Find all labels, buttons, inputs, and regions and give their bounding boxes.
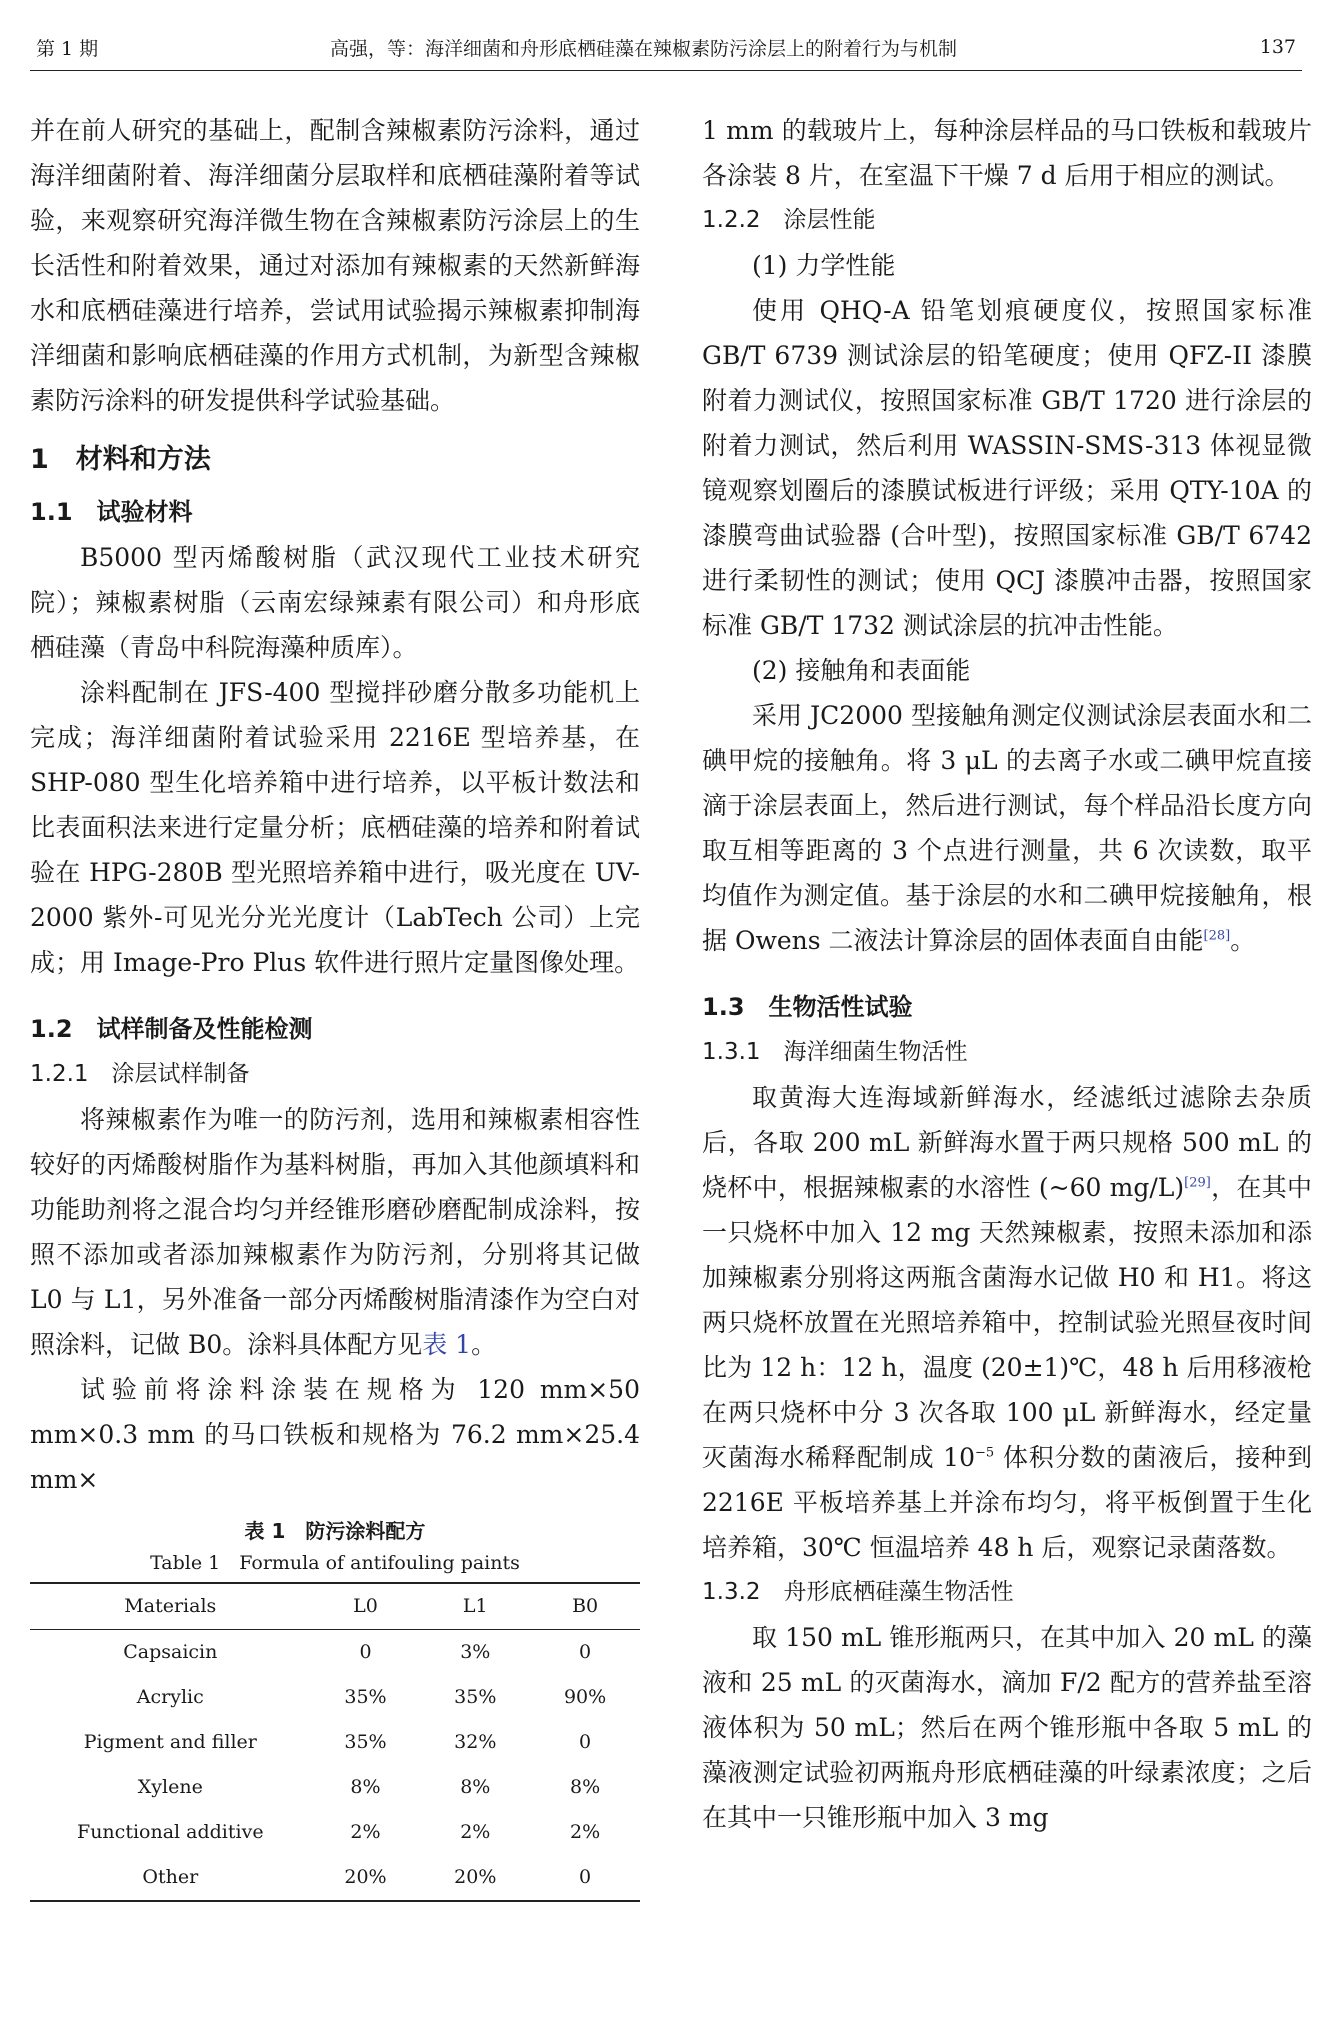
section-1-3-1-heading: 1.3.1 海洋细菌生物活性 [702, 1039, 968, 1065]
table-row [30, 1855, 640, 1901]
section-1-2-heading: 1.2 试样制备及性能检测 [30, 1015, 313, 1043]
formula-table [30, 1582, 640, 1902]
cell-b0: 0 [579, 1866, 592, 1888]
mechanical-paragraph: 使用 QHQ-A 铅笔划痕硬度仪，按照国家标准 GB/T 6739 测试涂层的铅笔硬度；使用 QFZ-II 漆膜附着力测试仪，按照国家标准 GB/T 1720 进行涂层的附着力测试，然后利用 WASSIN-SMS-313 体视显微镜观察划圈后的漆膜试板进行评级；采用 QTY-10A 的漆膜弯曲试验器 (合叶型)，按照国家标准 GB/T 6742 进行柔韧性的测试；使用 QCJ 漆膜冲击器，按照国家标准 GB/T 1732 测试涂层的抗冲击性能。 [702, 296, 1312, 640]
cell-l1: 20% [454, 1866, 497, 1888]
header-materials: Materials [124, 1595, 217, 1617]
cell-l1: 3% [460, 1641, 491, 1663]
cell-l0: 20% [344, 1866, 387, 1888]
cell-b0: 8% [570, 1776, 601, 1798]
section-1-1-heading: 1.1 试验材料 [30, 498, 193, 526]
header-l1: L1 [462, 1595, 488, 1617]
contact-angle-paragraph [702, 693, 1312, 963]
header-l0: L0 [353, 1595, 378, 1617]
running-title: 高强，等：海洋细菌和舟形底栖硅藻在辣椒素防污涂层上的附着行为与机制 [330, 38, 958, 60]
table-header-row [30, 1583, 640, 1630]
cell-l0: 35% [344, 1686, 387, 1708]
right-column [702, 108, 1312, 1840]
table-caption-en: Table 1 Formula of antifouling paints [150, 1552, 520, 1574]
table-1-link[interactable]: 表 1 [422, 1330, 472, 1359]
cell-l0: 35% [344, 1731, 387, 1753]
coating-continued-paragraph: 1 mm 的载玻片上，每种涂层样品的马口铁板和载玻片各涂装 8 片，在室温下干燥 7 d 后用于相应的测试。 [702, 116, 1312, 190]
table-row [30, 1810, 640, 1855]
contact-angle-subheading: (2) 接触角和表面能 [752, 656, 971, 685]
row-material: Acrylic [136, 1686, 204, 1708]
equipment-paragraph: 涂料配制在 JFS-400 型搅拌砂磨分散多功能机上完成；海洋细菌附着试验采用 2216E 型培养基，在 SHP-080 型生化培养箱中进行培养，以平板计数法和比表面积法来进行定量分析；底栖硅藻的培养和附着试验在 HPG-280B 型光照培养箱中进行，吸光度在 UV-2000 紫外-可见光分光光度计（LabTech 公司）上完成；用 Image-Pro Plus 软件进行照片定量图像处理。 [30, 678, 640, 977]
row-material: Capsaicin [123, 1641, 218, 1663]
bacteria-text-1: 取黄海大连海域新鲜海水，经滤纸过滤除去杂质后，各取 200 mL 新鲜海水置于两只规格 500 mL 的烧杯中，根据辣椒素的水溶性 (~60 mg/L) [702, 1083, 1312, 1202]
cell-b0: 90% [563, 1686, 607, 1708]
contact-angle-end: 。 [1230, 926, 1256, 955]
row-material: Functional additive [77, 1821, 264, 1843]
left-column [30, 108, 640, 1902]
section-1-3-heading: 1.3 生物活性试验 [702, 993, 913, 1021]
materials-paragraph: B5000 型丙烯酸树脂（武汉现代工业技术研究院）；辣椒素树脂（云南宏绿辣素有限公司）和舟形底栖硅藻（青岛中科院海藻种质库）。 [30, 543, 640, 662]
row-material: Other [142, 1866, 199, 1888]
preparation-end: 。 [471, 1330, 497, 1359]
reference-29[interactable]: [29] [1184, 1175, 1211, 1191]
diatom-paragraph: 取 150 mL 锥形瓶两只，在其中加入 20 mL 的藻液和 25 mL 的灭菌海水，滴加 F/2 配方的营养盐至溶液体积为 50 mL；然后在两个锥形瓶中各取 5 mL 的藻液测定试验初两瓶舟形底栖硅藻的叶绿素浓度；之后在其中一只锥形瓶中加入 3 mg [702, 1623, 1312, 1832]
bacteria-text-2: ，在其中一只烧杯中加入 12 mg 天然辣椒素，按照未添加和添加辣椒素分别将这两瓶含菌海水记做 H0 和 H1。将这两只烧杯放置在光照培养箱中，控制试验光照昼夜时间比为 12 h：12 h，温度 (20±1)℃，48 h 后用移液枪在两只烧杯中分 3 次各取 100 μL 新鲜海水，经定量灭菌海水稀释配制成 10 [702, 1173, 1312, 1472]
cell-b0: 0 [579, 1731, 592, 1753]
cell-l1: 35% [454, 1686, 497, 1708]
cell-l0: 8% [350, 1776, 381, 1798]
preparation-paragraph [30, 1097, 640, 1367]
table-1 [30, 1514, 640, 1902]
page-number: 137 [1259, 36, 1296, 58]
section-1-2-2-heading: 1.2.2 涂层性能 [702, 207, 876, 233]
cell-b0: 2% [570, 1821, 601, 1843]
table-row [30, 1675, 640, 1720]
table-caption-cn: 表 1 防污涂料配方 [244, 1519, 426, 1543]
coating-paragraph: 试验前将涂料涂装在规格为 120 mm×50 mm×0.3 mm 的马口铁板和规格为 76.2 mm×25.4 mm× [30, 1375, 640, 1494]
reference-28[interactable]: [28] [1203, 928, 1231, 944]
cell-l1: 8% [460, 1776, 491, 1798]
cell-l1: 32% [454, 1731, 497, 1753]
table-row [30, 1630, 640, 1676]
row-material: Xylene [137, 1776, 203, 1798]
running-header [30, 30, 1302, 71]
preparation-text: 将辣椒素作为唯一的防污剂，选用和辣椒素相容性较好的丙烯酸树脂作为基料树脂，再加入其他颜填料和功能助剂将之混合均匀并经锥形磨砂磨配制成涂料，按照不添加或者添加辣椒素作为防污剂，分别将其记做 L0 与 L1，另外准备一部分丙烯酸树脂清漆作为空白对照涂料，记做 B0。涂料具体配方见 [30, 1105, 640, 1359]
cell-l0: 2% [350, 1821, 381, 1843]
cell-b0: 0 [579, 1641, 592, 1663]
section-1-heading: 1 材料和方法 [30, 444, 211, 475]
section-1-3-2-heading: 1.3.2 舟形底栖硅藻生物活性 [702, 1579, 1014, 1605]
bacteria-text-3: 体积分数的菌液后，接种到 2216E 平板培养基上并涂布均匀，将平板倒置于生化培养箱，30℃ 恒温培养 48 h 后，观察记录菌落数。 [702, 1443, 1312, 1562]
table-row [30, 1720, 640, 1765]
section-1-2-1-heading: 1.2.1 涂层试样制备 [30, 1061, 250, 1087]
intro-paragraph: 并在前人研究的基础上，配制含辣椒素防污涂料，通过海洋细菌附着、海洋细菌分层取样和底栖硅藻附着等试验，来观察研究海洋微生物在含辣椒素防污涂层上的生长活性和附着效果，通过对添加有辣椒素的天然新鲜海水和底栖硅藻进行培养，尝试用试验揭示辣椒素抑制海洋细菌和影响底栖硅藻的作用方式机制，为新型含辣椒素防污涂料的研发提供科学试验基础。 [30, 116, 640, 415]
cell-l1: 2% [460, 1821, 491, 1843]
contact-angle-text: 采用 JC2000 型接触角测定仪测试涂层表面水和二碘甲烷的接触角。将 3 μL 的去离子水或二碘甲烷直接滴于涂层表面上，然后进行测试，每个样品沿长度方向取互相等距离的 3 个点进行测量，共 6 次读数，取平均值作为测定值。基于涂层的水和二碘甲烷接触角，根据 Owens 二液法计算涂层的固体表面自由能 [702, 701, 1312, 955]
bacteria-paragraph [702, 1075, 1312, 1570]
header-b0: B0 [572, 1595, 599, 1617]
row-material: Pigment and filler [83, 1731, 257, 1753]
issue-number: 第 1 期 [36, 38, 99, 60]
table-row [30, 1765, 640, 1810]
cell-l0: 0 [359, 1641, 372, 1663]
dilution-exponent: −5 [975, 1445, 995, 1461]
mechanical-subheading: (1) 力学性能 [752, 251, 896, 280]
